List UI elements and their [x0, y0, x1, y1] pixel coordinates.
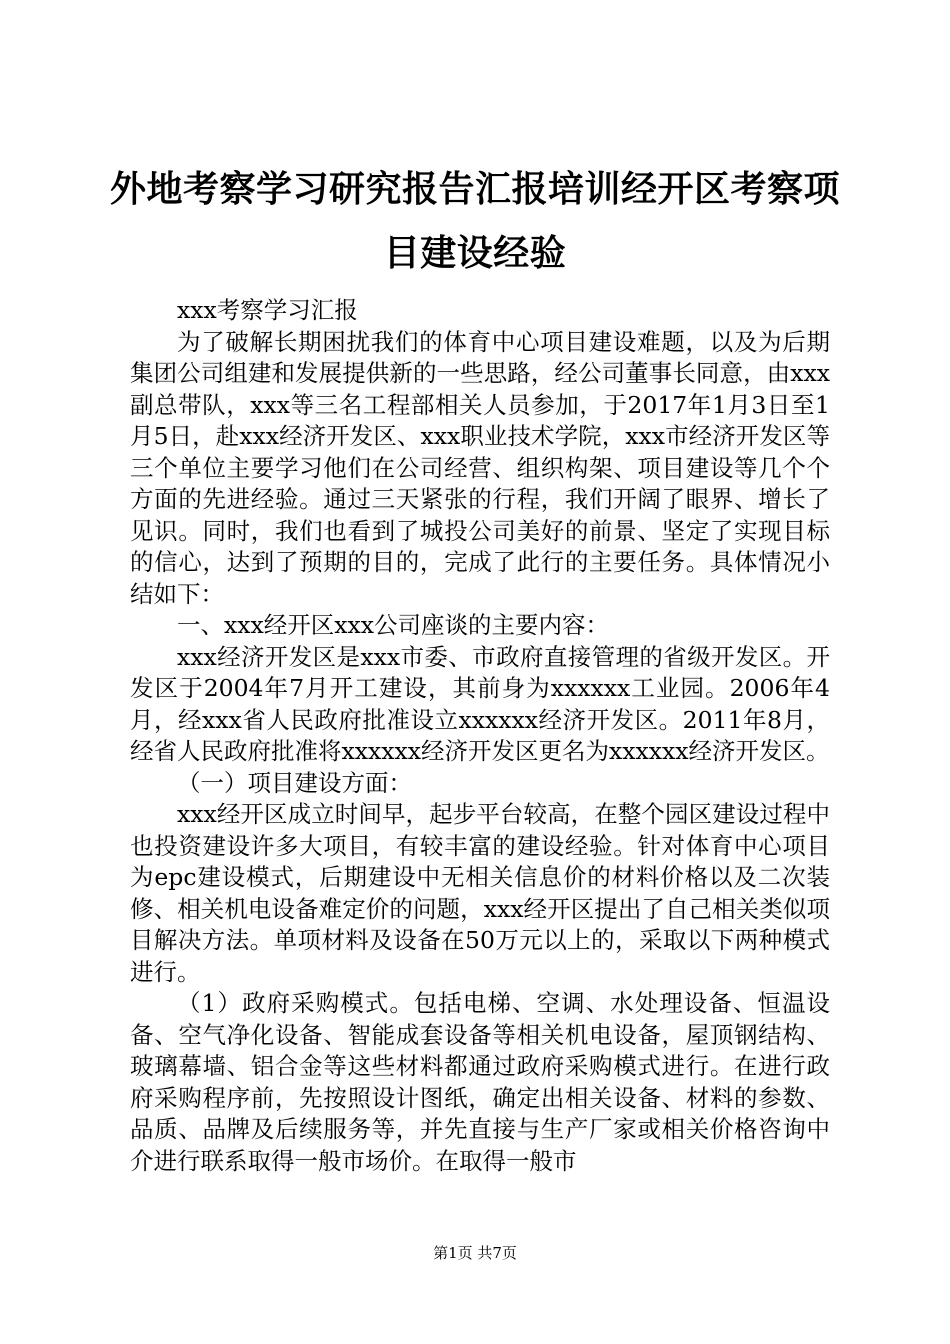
section-heading-1: 一、xxx经开区xxx公司座谈的主要内容：	[177, 611, 610, 639]
title-line-1: 外地考察学习研究报告汇报培训经开区考察项	[109, 169, 840, 210]
page-footer: 第1页 共7页	[433, 1244, 517, 1262]
paragraph-zone-description: xxx经济开发区是xxx市委、市政府直接管理的省级开发区。开发区于2004年7月开工建设，其前身为xxxxxx工业园。2006年4月，经xxx省人民政府批准设立xxxxxx经济开发区。2011年8月，经省人民政府批准将xxxxxx经济开发区更名为xxxxxx经济开发区。	[130, 642, 830, 765]
document-title	[100, 158, 850, 286]
document-body	[130, 295, 830, 1177]
title-line-2: 目建设经验	[383, 233, 567, 274]
subsection-heading-1: （一）项目建设方面：	[177, 768, 412, 797]
paragraph-project-construction: xxx经开区成立时间早，起步平台较高，在整个园区建设过程中也投资建设许多大项目，有较丰富的建设经验。针对体育中心项目为epc建设模式，后期建设中无相关信息价的材料价格以及二次装修、相关机电设备难定价的问题，xxx经开区提出了自己相关类似项目解决方法。单项材料及设备在50万元以上的，采取以下两种模式进行。	[130, 800, 830, 986]
paragraph-intro: 为了破解长期困扰我们的体育中心项目建设难题，以及为后期集团公司组建和发展提供新的一些思路，经公司董事长同意，由xxx副总带队，xxx等三名工程部相关人员参加，于2017年1月3日至1月5日，赴xxx经济开发区、xxx职业技术学院，xxx市经济开发区等三个单位主要学习他们在公司经营、组织构架、项目建设等几个个方面的先进经验。通过三天紧张的行程，我们开阔了眼界、增长了见识。同时，我们也看到了城投公司美好的前景、坚定了实现目标的信心，达到了预期的目的，完成了此行的主要任务。具体情况小结如下：	[130, 327, 830, 608]
paragraph-heading: xxx考察学习汇报	[177, 296, 358, 324]
paragraph-procurement-mode: （1）政府采购模式。包括电梯、空调、水处理设备、恒温设备、空气净化设备、智能成套设备等相关机电设备，屋顶钢结构、玻璃幕墙、铝合金等这些材料都通过政府采购模式进行。在进行政府采购程序前，先按照设计图纸，确定出相关设备、材料的参数、品质、品牌及后续服务等，并先直接与生产厂家或相关价格咨询中介进行联系取得一般市场价。在取得一般市	[130, 989, 830, 1175]
